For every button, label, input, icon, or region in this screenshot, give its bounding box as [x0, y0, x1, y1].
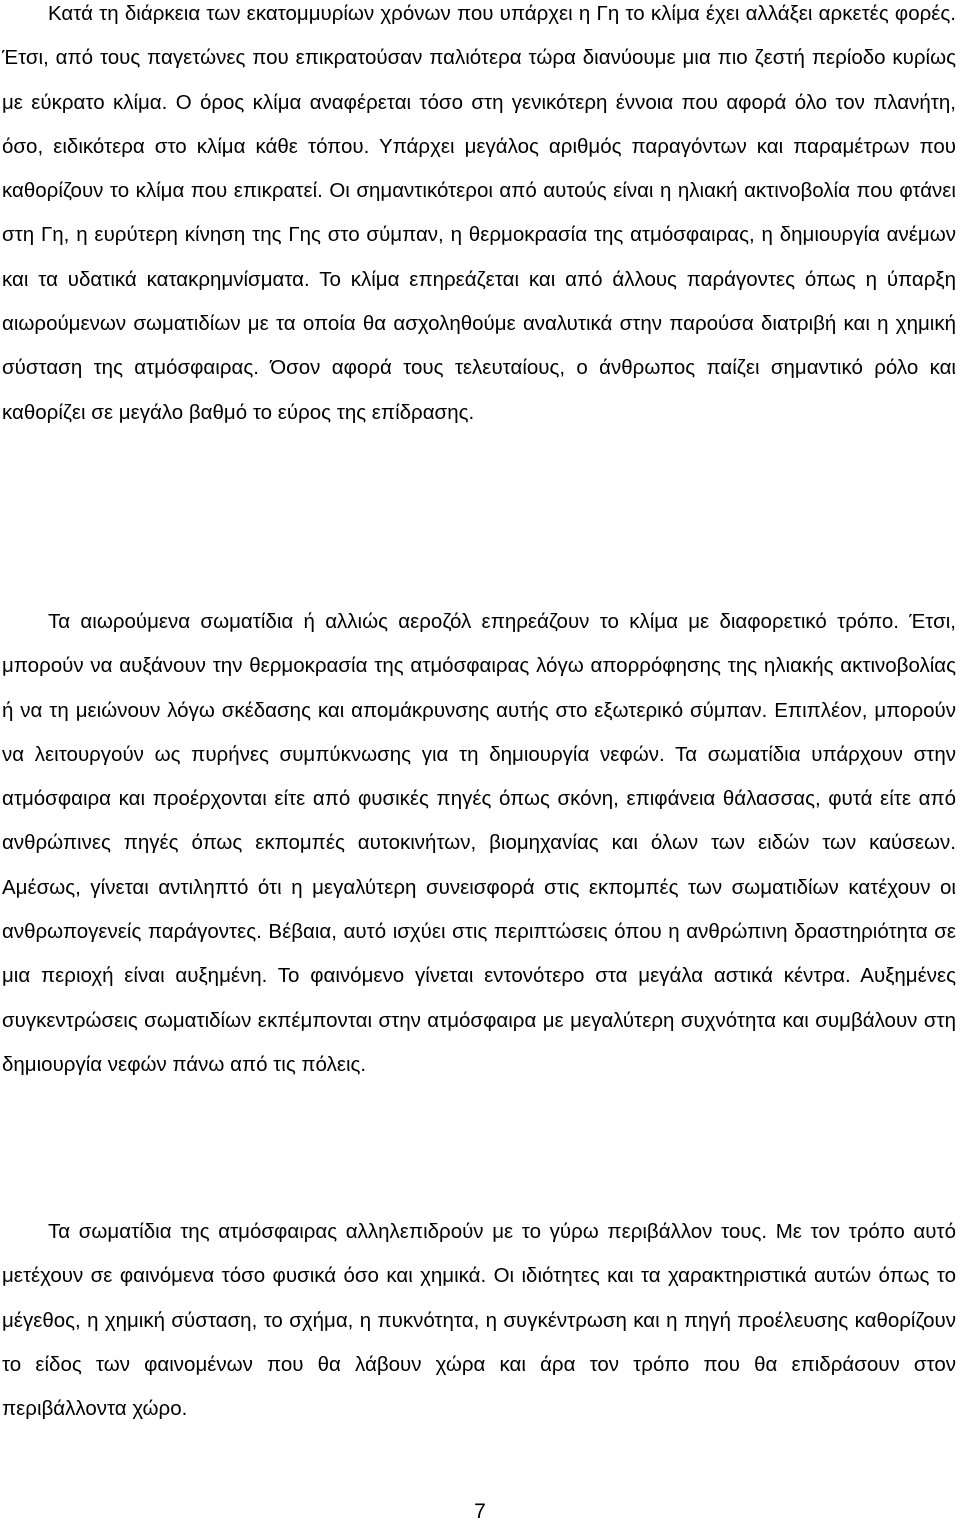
paragraph-particle-interactions: Τα σωματίδια της ατμόσφαιρας αλληλεπιδρούν με το γύρω περιβάλλον τους. Με τον τρόπο αυτό μετέχουν σε φαινόμενα τόσο φυσικά όσο και χημικά. Οι ιδιότητες και τα χαρακτηριστικά αυτών όπως το μέγεθος, η χημική σύσταση, το σχήμα, η πυκνότητα, η συγκέντρωση και η πηγή προέλευσης καθορίζουν το είδος των φαινομένων που θα λάβουν χώρα και άρα τον τρόπο που θα επιδράσουν στον περιβάλλοντα χώρο. [2, 1220, 956, 1421]
paragraph-climate-factors: Κατά τη διάρκεια των εκατομμυρίων χρόνων που υπάρχει η Γη το κλίμα έχει αλλάξει αρκετές φορές. Έτσι, από τους παγετώνες που επικρατούσαν παλιότερα τώρα διανύουμε μια πιο ζεστή περίοδο κυρίως με εύκρατο κλίμα. Ο όρος κλίμα αναφέρεται τόσο στη γενικότερη έννοια που αφορά όλο τον πλανήτη, όσο, ειδικότερα στο κλίμα κάθε τόπου. Υπάρχει μεγάλος αριθμός παραγόντων και παραμέτρων που καθορίζουν το κλίμα που επικρατεί. Οι σημαντικότεροι από αυτούς είναι η ηλιακή ακτινοβολία που φτάνει στη Γη, η ευρύτερη κίνηση της Γης στο σύμπαν, η θερμοκρασία της ατμόσφαιρας, η δημιουργία ανέμων και τα υδατικά κατακρημνίσματα. Το κλίμα επηρεάζεται και από άλλους παράγοντες όπως η ύπαρξη αιωρούμενων σωματιδίων με τα οποία θα ασχοληθούμε αναλυτικά στην παρούσα διατριβή και η χημική σύσταση της ατμόσφαιρας. Όσον αφορά τους τελευταίους, ο άνθρωπος παίζει σημαντικό ρόλο και καθορίζει σε μεγάλο βαθμό το εύρος της επίδρασης. [2, 2, 956, 424]
page-number: 7 [474, 1500, 486, 1523]
paragraph-aerosol-effects: Τα αιωρούμενα σωματίδια ή αλλιώς αεροζόλ επηρεάζουν το κλίμα με διαφορετικό τρόπο. Έτσι, μπορούν να αυξάνουν την θερμοκρασία της ατμόσφαιρας λόγω απορρόφησης της ηλιακής ακτινοβολίας ή να τη μειώνουν λόγω σκέδασης και απομάκρυνσης αυτής στο εξωτερικό σύμπαν. Επιπλέον, μπορούν να λειτουργούν ως πυρήνες συμπύκνωσης για τη δημιουργία νεφών. Τα σωματίδια υπάρχουν στην ατμόσφαιρα και προέρχονται είτε από φυσικές πηγές όπως σκόνη, επιφάνεια θάλασσας, φυτά είτε από ανθρώπινες πηγές όπως εκπομπές αυτοκινήτων, βιομηχανίας και όλων των ειδών των καύσεων. Αμέσως, γίνεται αντιληπτό ότι η μεγαλύτερη συνεισφορά στις εκπομπές των σωματιδίων κατέχουν οι ανθρωπογενείς παράγοντες. Βέβαια, αυτό ισχύει στις περιπτώσεις όπου η ανθρώπινη δραστηριότητα σε μια περιοχή είναι αυξημένη. Το φαινόμενο γίνεται εντονότερο στα μεγάλα αστικά κέντρα. Αυξημένες συγκεντρώσεις σωματιδίων εκπέμπονται στην ατμόσφαιρα με μεγαλύτερη συχνότητα και συμβάλουν στη δημιουργία νεφών πάνω από τις πόλεις. [2, 610, 956, 1076]
